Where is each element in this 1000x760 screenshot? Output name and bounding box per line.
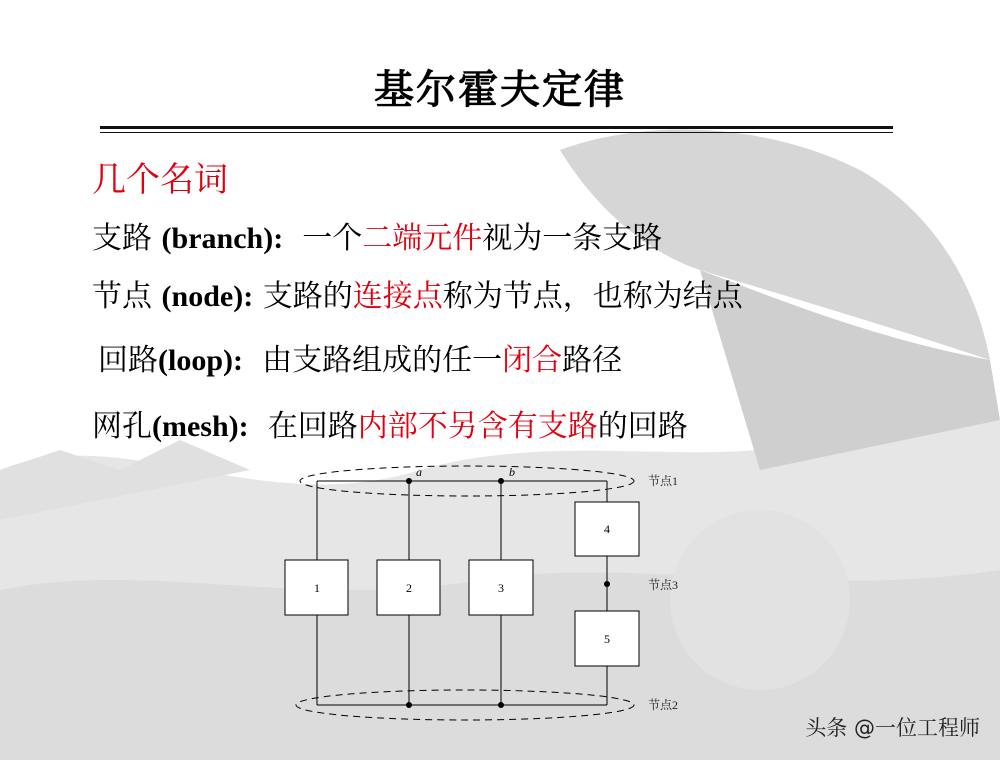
term-english: (branch): <box>161 222 284 255</box>
node-letter-b: b <box>509 465 515 479</box>
slide-title: 基尔霍夫定律 <box>374 67 626 113</box>
junction-dot-node3 <box>604 581 610 587</box>
term-english: (loop): <box>158 344 243 377</box>
term: 回路 <box>98 343 158 378</box>
definition-highlight: 内部不另含有支路 <box>357 409 598 444</box>
node-letter-a: a <box>416 465 422 479</box>
component-label-3: 3 <box>498 581 504 595</box>
watermark: 头条 @一位工程师 <box>805 716 980 740</box>
term-english: (node): <box>161 280 254 313</box>
component-label-5: 5 <box>604 632 610 646</box>
definition-text: 由支路组成的任一 <box>262 343 503 378</box>
node-label-2: 节点2 <box>648 698 679 712</box>
node-label-1: 节点1 <box>648 474 679 488</box>
node-label-3: 节点3 <box>648 578 679 592</box>
definition-highlight: 连接点 <box>352 279 443 314</box>
definition-text: 视为一条支路 <box>482 221 663 256</box>
component-label-4: 4 <box>604 522 610 536</box>
definition-text: 称为节点，也称为结点 <box>442 279 743 314</box>
definition-text: 的回路 <box>597 409 688 444</box>
term-english: (mesh): <box>152 410 249 443</box>
definition-highlight: 闭合 <box>502 343 563 378</box>
junction-dot-bottom-3 <box>498 702 504 708</box>
definition-highlight: 二端元件 <box>362 221 483 256</box>
component-label-1: 1 <box>314 581 320 595</box>
term: 支路 <box>92 221 162 256</box>
definition-text: 一个 <box>302 221 363 256</box>
term: 网孔 <box>92 409 152 444</box>
definition-text: 支路的 <box>262 279 353 314</box>
term: 节点 <box>92 279 162 314</box>
junction-dot-bottom-2 <box>406 702 412 708</box>
section-heading: 几个名词 <box>92 160 228 200</box>
component-label-2: 2 <box>406 581 412 595</box>
definition-text: 在回路 <box>267 409 358 444</box>
junction-dot-b <box>498 478 504 484</box>
definition-text: 路径 <box>562 343 623 378</box>
junction-dot-a <box>406 478 412 484</box>
